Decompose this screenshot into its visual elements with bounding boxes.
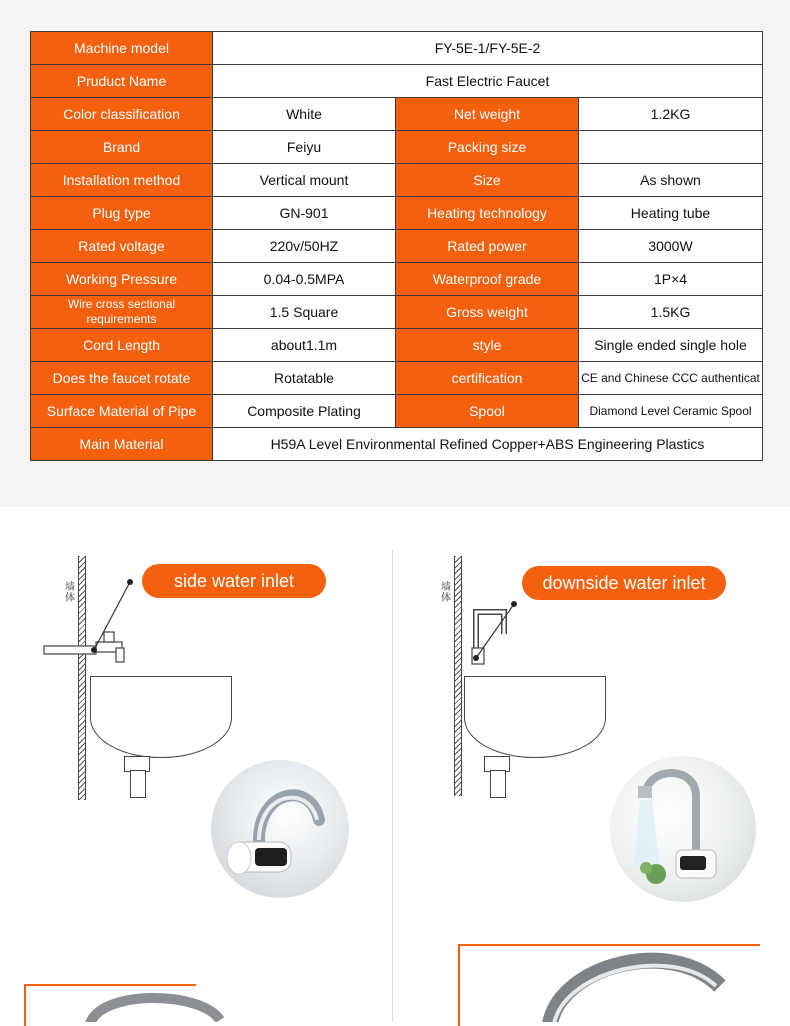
- spec-label: Waterproof grade: [396, 263, 579, 296]
- table-row: [31, 395, 763, 428]
- wall-label: 墙体: [65, 582, 75, 604]
- spec-label: Plug type: [31, 197, 213, 230]
- spec-label: Cord Length: [31, 329, 213, 362]
- spec-label: Color classification: [31, 98, 213, 131]
- spec-value: 1P×4: [579, 263, 763, 296]
- faucet-arc-icon: [520, 946, 760, 1022]
- drain-pipe: [490, 770, 506, 798]
- table-row: [31, 131, 763, 164]
- spec-label: Installation method: [31, 164, 213, 197]
- wall-label: 墙体: [441, 582, 451, 604]
- spec-label: Working Pressure: [31, 263, 213, 296]
- spec-label: Gross weight: [396, 296, 579, 329]
- table-row: [31, 329, 763, 362]
- side-faucet-photo: [211, 760, 349, 898]
- spec-value: Composite Plating: [213, 395, 396, 428]
- spec-label: Rated voltage: [31, 230, 213, 263]
- spec-value: 220v/50HZ: [213, 230, 396, 263]
- spec-label: Does the faucet rotate: [31, 362, 213, 395]
- table-row: [31, 428, 763, 461]
- divider: [392, 550, 393, 1022]
- drain-pipe: [130, 770, 146, 798]
- spec-label: style: [396, 329, 579, 362]
- spec-value: FY-5E-1/FY-5E-2: [213, 32, 763, 65]
- wall-illustration: [454, 556, 462, 796]
- spec-label: Surface Material of Pipe: [31, 395, 213, 428]
- spec-value: 1.5KG: [579, 296, 763, 329]
- table-row: [31, 65, 763, 98]
- spec-label: Spool: [396, 395, 579, 428]
- downside-inlet-faucet-icon: [464, 594, 534, 684]
- spec-label: Main Material: [31, 428, 213, 461]
- spec-value: Fast Electric Faucet: [213, 65, 763, 98]
- spec-label: Brand: [31, 131, 213, 164]
- table-row: [31, 164, 763, 197]
- spec-value: about1.1m: [213, 329, 396, 362]
- spec-label: Rated power: [396, 230, 579, 263]
- spec-label: Wire cross sectional requirements: [31, 296, 213, 329]
- spec-table: [30, 31, 763, 461]
- spec-value: 1.2KG: [579, 98, 763, 131]
- table-row: [31, 98, 763, 131]
- downside-inlet-title: downside water inlet: [522, 566, 726, 600]
- spec-label: certification: [396, 362, 579, 395]
- spec-label: Heating technology: [396, 197, 579, 230]
- spec-label: Machine model: [31, 32, 213, 65]
- faucet-arc-icon: [60, 990, 240, 1022]
- spec-value: 0.04-0.5MPA: [213, 263, 396, 296]
- spec-value: 1.5 Square: [213, 296, 396, 329]
- spec-label: Size: [396, 164, 579, 197]
- table-row: [31, 263, 763, 296]
- table-row: [31, 296, 763, 329]
- spec-value: Vertical mount: [213, 164, 396, 197]
- spec-value: Rotatable: [213, 362, 396, 395]
- spec-value: As shown: [579, 164, 763, 197]
- spec-value: Heating tube: [579, 197, 763, 230]
- spec-value: Diamond Level Ceramic Spool: [579, 395, 763, 428]
- table-row: [31, 197, 763, 230]
- downside-faucet-photo: [610, 756, 756, 902]
- sink-illustration: [90, 676, 232, 758]
- spec-label: Pruduct Name: [31, 65, 213, 98]
- table-row: [31, 362, 763, 395]
- spec-value: Feiyu: [213, 131, 396, 164]
- spec-value: 3000W: [579, 230, 763, 263]
- spec-value: H59A Level Environmental Refined Copper+ABS Engineering Plastics: [213, 428, 763, 461]
- side-inlet-faucet-icon: [40, 570, 150, 670]
- side-inlet-title: side water inlet: [142, 564, 326, 598]
- spec-value: GN-901: [213, 197, 396, 230]
- spec-value: White: [213, 98, 396, 131]
- sink-illustration: [464, 676, 606, 758]
- spec-value: Single ended single hole: [579, 329, 763, 362]
- spec-value: [579, 131, 763, 164]
- spec-value: CE and Chinese CCC authenticat: [579, 362, 763, 395]
- table-row: [31, 230, 763, 263]
- spec-label: Net weight: [396, 98, 579, 131]
- table-row: [31, 32, 763, 65]
- spec-label: Packing size: [396, 131, 579, 164]
